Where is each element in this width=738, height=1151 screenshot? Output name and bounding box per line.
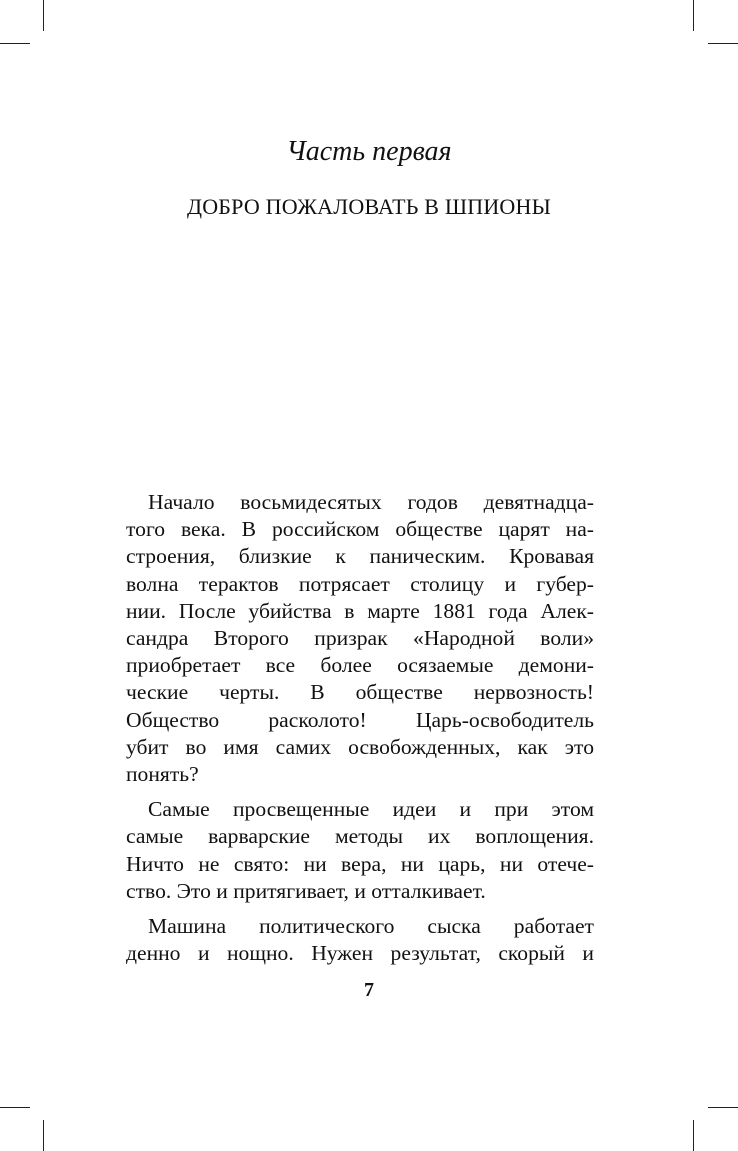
text-line: Ничто не свято: ни вера, ни царь, ни отече- (126, 851, 594, 876)
text-line: нии. После убийства в марте 1881 года Алек- (126, 598, 594, 623)
paragraph-2 (126, 796, 594, 905)
crop-mark-top-left-horizontal (0, 43, 30, 44)
page-number: 7 (364, 979, 374, 1001)
crop-mark-bottom-left-vertical (43, 1120, 44, 1151)
text-line: понять? (126, 762, 199, 787)
body-text (126, 489, 594, 967)
text-line: приобретает все более осязаемые демони- (126, 653, 594, 678)
crop-mark-top-right-vertical (693, 0, 694, 31)
text-line: Начало восьмидесятых годов девятнадца- (148, 490, 594, 514)
paragraph-3 (126, 913, 594, 967)
part-title: Часть первая (286, 136, 452, 167)
text-line: Общество расколото! Царь-освободитель (126, 707, 594, 732)
crop-mark-bottom-right-horizontal (708, 1107, 738, 1108)
crop-mark-top-right-horizontal (708, 43, 738, 44)
text-line: ческие черты. В обществе нервозность! (126, 680, 594, 705)
text-line: Самые просвещенные идеи и при этом (148, 797, 594, 822)
chapter-title: ДОБРО ПОЖАЛОВАТЬ В ШПИОНЫ (187, 194, 551, 219)
text-line: убит во имя самих освобожденных, как это (126, 734, 594, 759)
text-line: денно и нощно. Нужен результат, скорый и (126, 941, 594, 966)
text-line: сандра Второго призрак «Народной воли» (126, 626, 594, 651)
paragraph-1 (126, 489, 594, 788)
crop-mark-bottom-right-vertical (693, 1120, 694, 1151)
text-line: ство. Это и притягивает, и отталкивает. (126, 878, 486, 903)
text-line: строения, близкие к паническим. Кровавая (126, 544, 594, 569)
crop-mark-top-left-vertical (43, 0, 44, 31)
text-line: волна терактов потрясает столицу и губер- (126, 571, 594, 596)
text-line: Машина политического сыска работает (148, 914, 594, 939)
text-line: самые варварские методы их воплощения. (126, 824, 594, 849)
crop-mark-bottom-left-horizontal (0, 1107, 30, 1108)
text-line: того века. В российском обществе царят на- (126, 517, 594, 542)
